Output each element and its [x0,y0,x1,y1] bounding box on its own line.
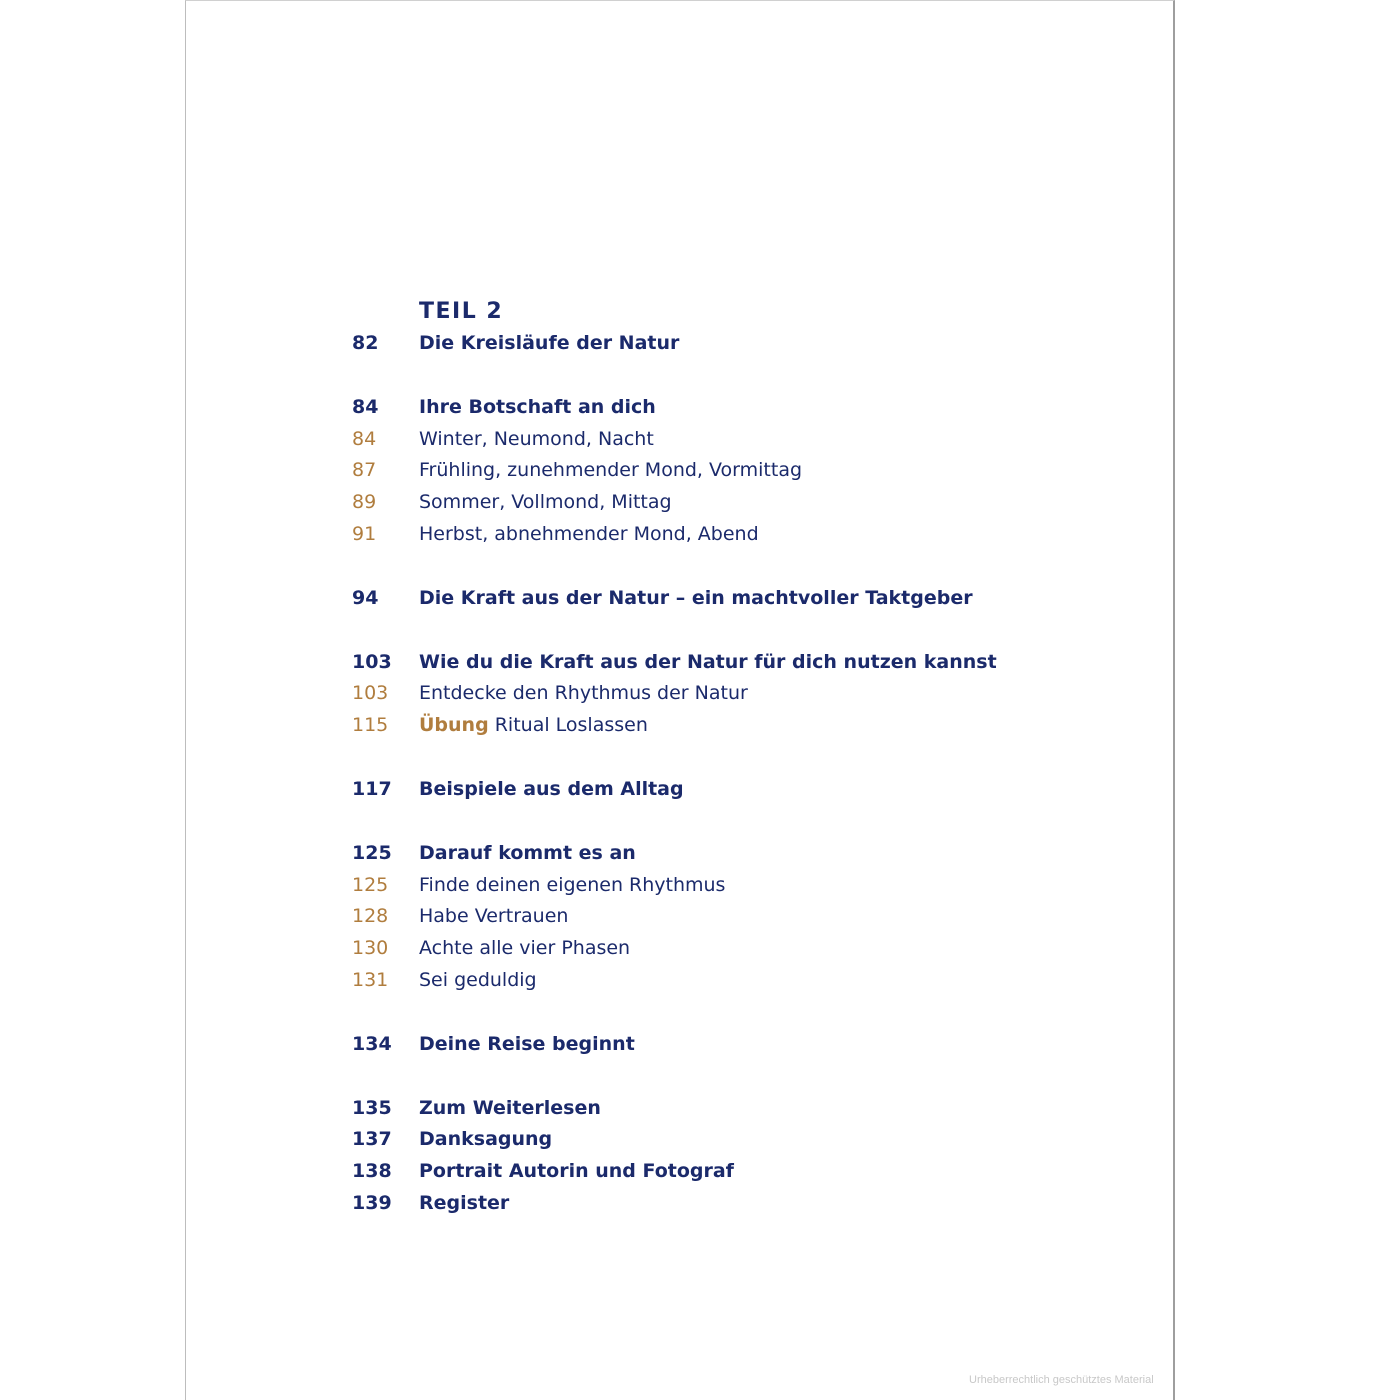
toc-entry [352,328,1152,360]
toc-subentry [352,519,1152,551]
page-number: 84 [352,395,379,418]
entry-title: Achte alle vier Phasen [419,937,631,960]
page-number: 103 [352,682,389,705]
entry-title: Wie du die Kraft aus der Natur für dich nutzen kannst [419,650,997,673]
page-number: 128 [352,905,389,928]
entry-title: Sei geduldig [419,968,537,991]
page-number: 130 [352,937,389,960]
page-number: 137 [352,1128,392,1151]
entry-title: Register [419,1191,510,1214]
toc-subentry [352,424,1152,456]
page-number: 125 [352,873,389,896]
page-number: 138 [352,1160,392,1183]
toc-entry [352,583,1152,615]
page-number: 94 [352,586,379,609]
page-number: 125 [352,841,392,864]
page-number: 139 [352,1191,392,1214]
toc-entry [352,774,1152,806]
toc-entry [352,1093,1152,1125]
toc-subentry [352,901,1152,933]
table-of-contents [352,296,1152,1220]
entry-title: Winter, Neumond, Nacht [419,427,654,450]
toc-subentry [352,965,1152,997]
toc-subentry [352,455,1152,487]
toc-subentry [352,710,1152,742]
entry-title: Entdecke den Rhythmus der Natur [419,682,748,705]
page-number: 117 [352,777,392,800]
entry-title: Darauf kommt es an [419,841,636,864]
entry-title: Habe Vertrauen [419,905,569,928]
toc-entry [352,838,1152,870]
entry-title: Deine Reise beginnt [419,1032,635,1055]
entry-title: Beispiele aus dem Alltag [419,777,684,800]
page-number: 89 [352,491,377,514]
toc-entry [352,1124,1152,1156]
toc-entry [352,392,1152,424]
page-number: 115 [352,714,389,737]
part-title: TEIL 2 [419,299,504,324]
entry-title: Frühling, zunehmender Mond, Vormittag [419,459,803,482]
toc-entry [352,1029,1152,1061]
page-number: 87 [352,459,377,482]
exercise-label: Übung [419,714,489,737]
toc-entry [352,647,1152,679]
page-number: 131 [352,968,389,991]
entry-title: Sommer, Vollmond, Mittag [419,491,672,514]
entry-title: Danksagung [419,1128,553,1151]
entry-title: Finde deinen eigenen Rhythmus [419,873,726,896]
toc-subentry [352,933,1152,965]
entry-title: Ihre Botschaft an dich [419,395,656,418]
page-number: 135 [352,1096,392,1119]
toc-subentry [352,678,1152,710]
page-number: 103 [352,650,392,673]
page-number: 91 [352,522,377,545]
page-number: 84 [352,427,377,450]
page-number: 134 [352,1032,392,1055]
toc-entry [352,1188,1152,1220]
entry-title: Herbst, abnehmender Mond, Abend [419,522,759,545]
entry-title: Die Kraft aus der Natur – ein machtvoller Taktgeber [419,586,973,609]
toc-subentry [352,870,1152,902]
entry-title: Zum Weiterlesen [419,1096,601,1119]
toc-entry [352,1156,1152,1188]
entry-title: Portrait Autorin und Fotograf [419,1160,734,1183]
toc-subentry [352,487,1152,519]
page-number: 82 [352,332,379,354]
entry-title: Ritual Loslassen [488,714,648,737]
copyright-notice: Urheberrechtlich geschütztes Material [969,1374,1154,1386]
entry-title: Die Kreisläufe der Natur [419,332,680,354]
